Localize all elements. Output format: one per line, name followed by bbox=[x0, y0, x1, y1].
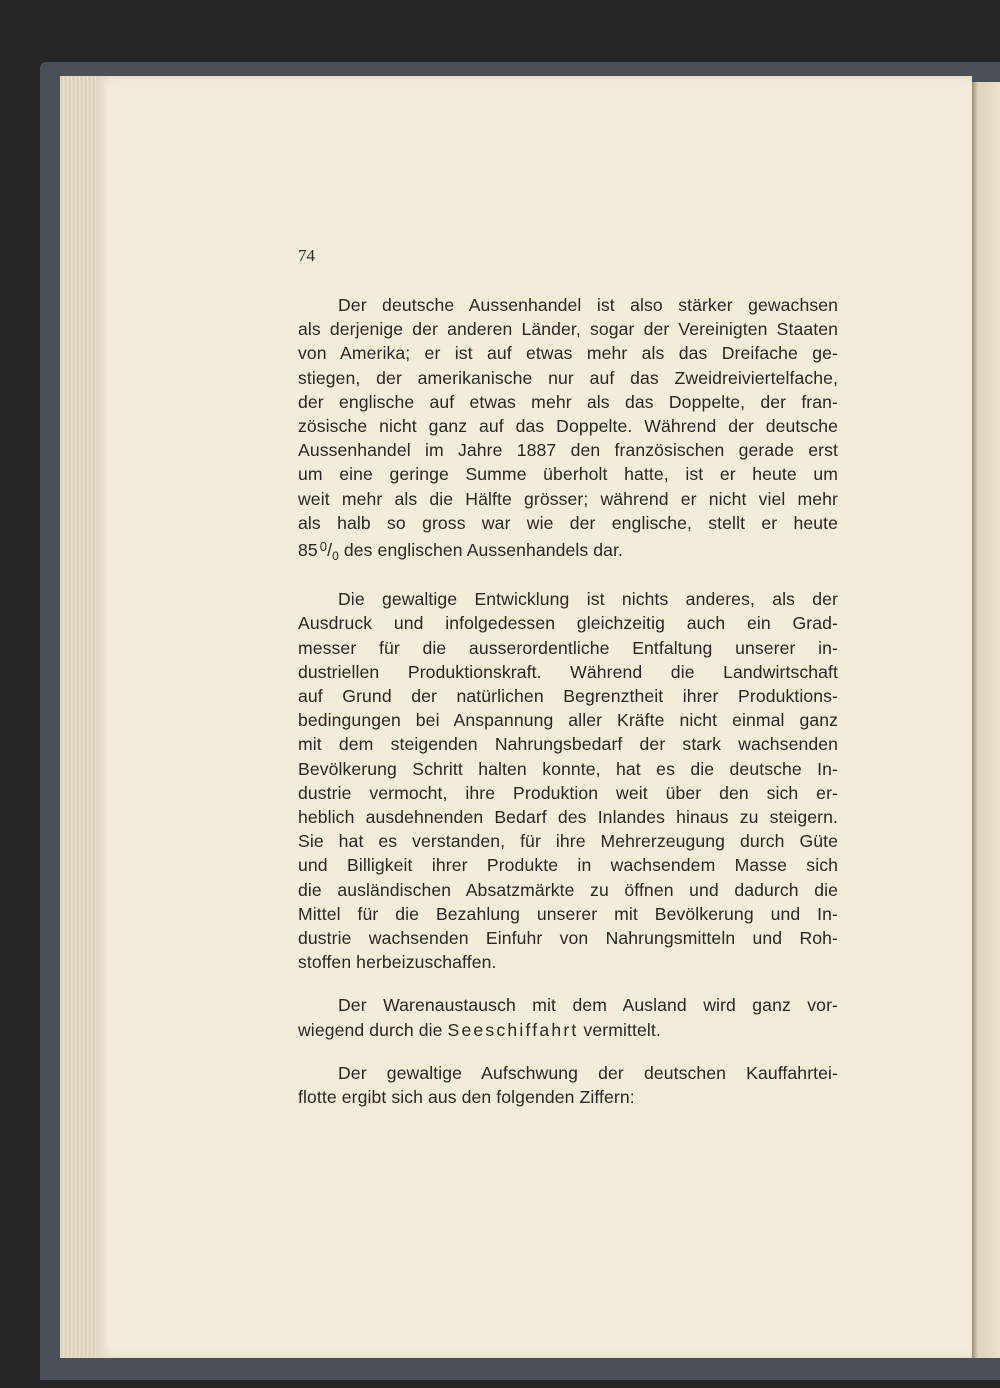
text-line: heblich ausdehnenden Bedarf des Inlandes hinaus zu steigern. bbox=[298, 807, 838, 828]
text-line: stoffen herbeizuschaffen. bbox=[298, 952, 497, 973]
text-line-percent bbox=[298, 535, 838, 568]
text-line-emphasis bbox=[298, 1018, 838, 1042]
text-line: auf Grund der natürlichen Begrenztheit ihrer Produktions- bbox=[298, 686, 838, 707]
text-line: dustriellen Produktionskraft. Während die Landwirtschaft bbox=[298, 661, 838, 682]
page-number: 74 bbox=[298, 246, 315, 265]
text-line: Sie hat es verstanden, für ihre Mehrerzeugung durch Güte bbox=[298, 831, 838, 852]
paragraph-3 bbox=[298, 993, 838, 1041]
text-line: die ausländischen Absatzmärkte zu öffnen und dadurch die bbox=[298, 879, 838, 900]
text-line: von Amerika; er ist auf etwas mehr als das Dreifache ge- bbox=[298, 343, 838, 364]
text-line: als derjenige der anderen Länder, sogar der Vereinigten Staaten bbox=[298, 319, 838, 340]
facing-page-edge bbox=[972, 82, 1000, 1358]
text-line: Der Warenaustausch mit dem Ausland wird ganz vor- bbox=[338, 995, 838, 1016]
percent-slash: / bbox=[327, 540, 333, 561]
percent-sign-bottom: 0 bbox=[332, 549, 339, 564]
text-line: Ausdruck und infolgedessen gleichzeitig auch ein Grad- bbox=[298, 613, 838, 634]
text-line: dustrie vermocht, ihre Produktion weit über den sich er- bbox=[298, 782, 838, 803]
text-line: messer für die ausserordentliche Entfaltung unserer in- bbox=[298, 637, 838, 658]
text-line: Die gewaltige Entwicklung ist nichts anderes, als der bbox=[338, 589, 838, 610]
text-line: und Billigkeit ihrer Produkte in wachsendem Masse sich bbox=[298, 855, 838, 876]
line-suffix: vermittelt. bbox=[583, 1019, 661, 1040]
text-line: um eine geringe Summe überholt hatte, ist er heute um bbox=[298, 464, 838, 485]
body-text bbox=[298, 293, 838, 1128]
text-line: flotte ergibt sich aus den folgenden Ziffern: bbox=[298, 1087, 635, 1108]
page-edges bbox=[60, 76, 100, 1358]
percent-text: des englischen Aussenhandels dar. bbox=[343, 540, 624, 561]
text-line: weit mehr als die Hälfte grösser; während er nicht viel mehr bbox=[298, 488, 838, 509]
text-line: Mittel für die Bezahlung unserer mit Bevölkerung und In- bbox=[298, 903, 838, 924]
spaced-emphasis-word: Seeschiffahrt bbox=[447, 1019, 579, 1040]
percent-sign-top: 0 bbox=[319, 539, 328, 555]
paragraph-4 bbox=[298, 1061, 838, 1109]
percent-number: 85 bbox=[298, 540, 318, 561]
line-prefix: wiegend durch die bbox=[298, 1019, 443, 1040]
text-line: Der gewaltige Aufschwung der deutschen Kauffahrtei- bbox=[338, 1062, 838, 1083]
paragraph-1 bbox=[298, 293, 838, 568]
text-line: der englische auf etwas mehr als das Doppelte, der fran- bbox=[298, 391, 838, 412]
text-line: bedingungen bei Anspannung aller Kräfte nicht einmal ganz bbox=[298, 710, 838, 731]
text-line: Bevölkerung Schritt halten konnte, hat es die deutsche In- bbox=[298, 758, 838, 779]
text-line: Aussenhandel im Jahre 1887 den französischen gerade erst bbox=[298, 440, 838, 461]
text-line: als halb so gross war wie der englische, stellt er heute bbox=[298, 512, 838, 533]
text-line: dustrie wachsenden Einfuhr von Nahrungsmitteln und Roh- bbox=[298, 928, 838, 949]
text-line: stiegen, der amerikanische nur auf das Zweidreiviertelfache, bbox=[298, 367, 838, 388]
text-line: zösische nicht ganz auf das Doppelte. Während der deutsche bbox=[298, 416, 838, 437]
text-line: Der deutsche Aussenhandel ist also stärker gewachsen bbox=[338, 295, 838, 315]
text-line: mit dem steigenden Nahrungsbedarf der stark wachsenden bbox=[298, 734, 838, 755]
paragraph-2 bbox=[298, 587, 838, 974]
